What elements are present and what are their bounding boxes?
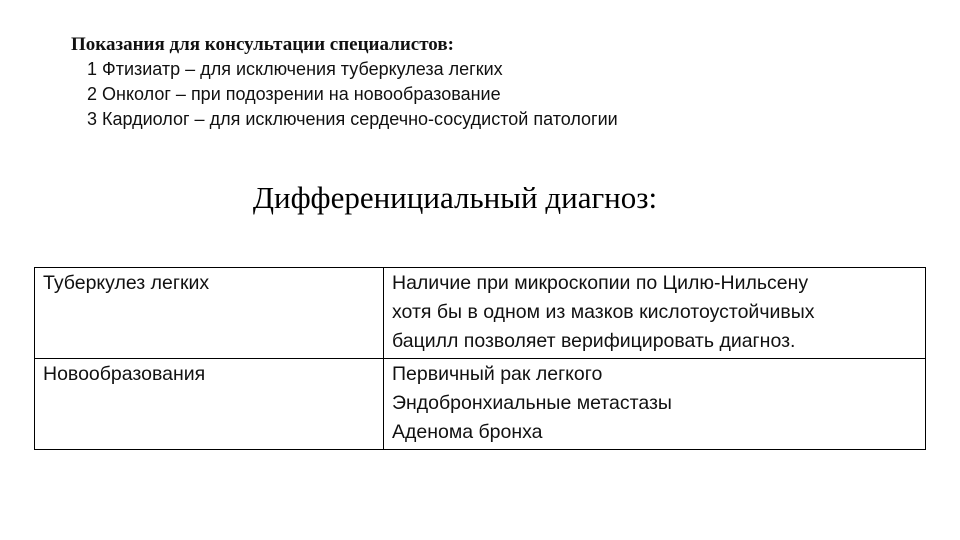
differential-diagnosis-title: Дифференициальный диагноз: bbox=[252, 180, 658, 215]
differential-diagnosis-table bbox=[34, 267, 926, 450]
table-row bbox=[35, 268, 926, 359]
table-row bbox=[35, 359, 926, 450]
details-line: Первичный рак легкого bbox=[392, 363, 603, 385]
condition-cell bbox=[35, 268, 384, 359]
consultation-item-cardiologist: 3 Кардиолог – для исключения сердечно-сосудистой патологии bbox=[87, 109, 618, 129]
consultation-heading: Показания для консультации специалистов: bbox=[71, 34, 454, 55]
condition-label: Новообразования bbox=[43, 363, 206, 385]
details-line: Аденома бронха bbox=[392, 421, 543, 443]
details-line: Эндобронхиальные метастазы bbox=[392, 392, 672, 414]
condition-label: Туберкулез легких bbox=[43, 272, 210, 294]
condition-cell bbox=[35, 359, 384, 450]
details-cell bbox=[384, 359, 926, 450]
details-line: Наличие при микроскопии по Цилю-Нильсену bbox=[392, 272, 809, 294]
consultation-item-phthisiatrician: 1 Фтизиатр – для исключения туберкулеза легких bbox=[87, 59, 503, 79]
details-line: хотя бы в одном из мазков кислотоустойчивых bbox=[392, 301, 815, 323]
consultation-item-oncologist: 2 Онколог – при подозрении на новообразование bbox=[87, 84, 501, 104]
details-line: бацилл позволяет верифицировать диагноз. bbox=[392, 330, 796, 352]
details-cell bbox=[384, 268, 926, 359]
consultation-block bbox=[71, 32, 618, 132]
